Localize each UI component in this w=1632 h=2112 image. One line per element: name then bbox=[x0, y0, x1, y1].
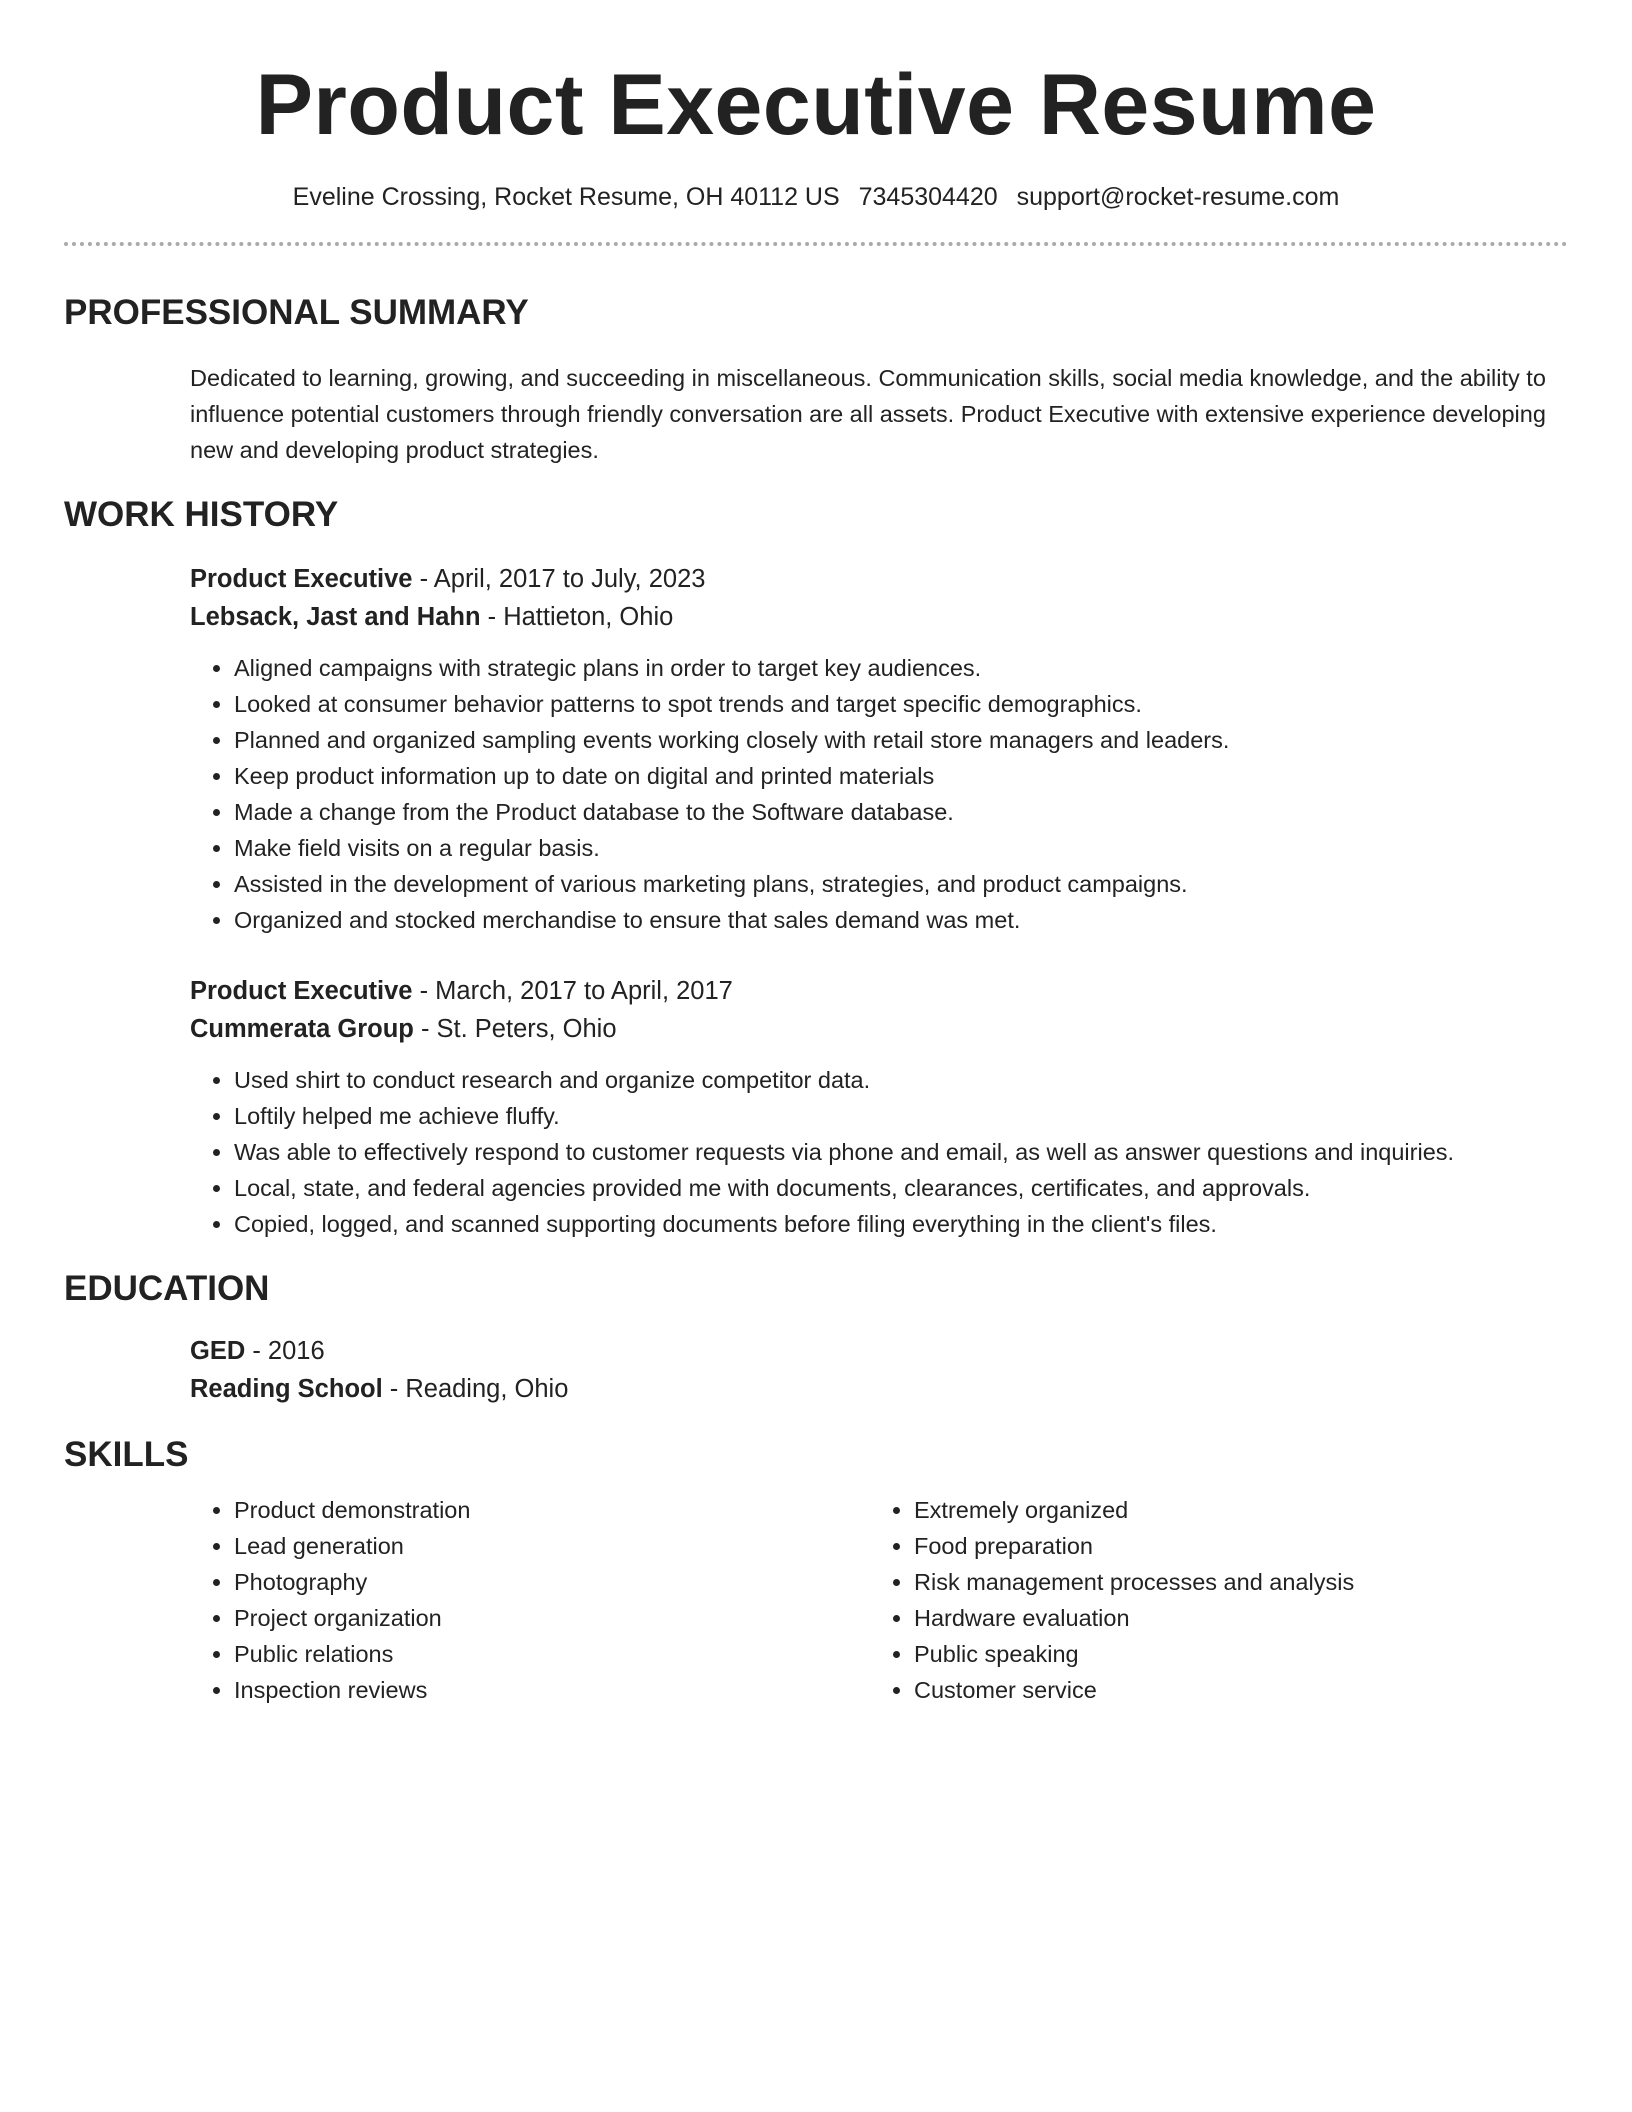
list-item: • Product demonstration bbox=[234, 1492, 870, 1528]
job-title: Product Executive bbox=[190, 564, 413, 593]
work-history-section bbox=[64, 494, 1568, 1242]
list-item: • Organized and stocked merchandise to ensure that sales demand was met. bbox=[234, 902, 1568, 938]
list-item: • Keep product information up to date on digital and printed materials bbox=[234, 758, 1568, 794]
list-item: • Made a change from the Product database to the Software database. bbox=[234, 794, 1568, 830]
contact-phone: 7345304420 bbox=[858, 182, 998, 211]
job-title: Product Executive bbox=[190, 976, 413, 1005]
list-item: • Make field visits on a regular basis. bbox=[234, 830, 1568, 866]
list-item: • Was able to effectively respond to customer requests via phone and email, as well as answer questions and inquiries. bbox=[234, 1134, 1568, 1170]
list-item: • Photography bbox=[234, 1564, 870, 1600]
header-divider bbox=[64, 242, 1568, 246]
skills-list-right bbox=[870, 1492, 1550, 1708]
list-item: • Project organization bbox=[234, 1600, 870, 1636]
list-item: • Customer service bbox=[914, 1672, 1550, 1708]
job-company: Lebsack, Jast and Hahn bbox=[190, 602, 481, 631]
job-company-line bbox=[190, 598, 1568, 636]
education-location: - Reading, Ohio bbox=[382, 1374, 569, 1403]
page-title: Product Executive Resume bbox=[255, 57, 1377, 153]
skills-section bbox=[64, 1434, 1568, 1708]
summary-section bbox=[64, 292, 1568, 468]
skills-list-left bbox=[190, 1492, 870, 1708]
contact-email: support@rocket-resume.com bbox=[1016, 182, 1340, 211]
list-item: • Extremely organized bbox=[914, 1492, 1550, 1528]
list-item: • Loftily helped me achieve fluffy. bbox=[234, 1098, 1568, 1134]
list-item: • Used shirt to conduct research and organize competitor data. bbox=[234, 1062, 1568, 1098]
summary-heading: PROFESSIONAL SUMMARY bbox=[64, 292, 529, 332]
list-item: • Food preparation bbox=[914, 1528, 1550, 1564]
list-item: • Looked at consumer behavior patterns to spot trends and target specific demographics. bbox=[234, 686, 1568, 722]
education-school: Reading School bbox=[190, 1374, 383, 1403]
list-item: • Inspection reviews bbox=[234, 1672, 870, 1708]
job-entry bbox=[190, 560, 1568, 938]
list-item: • Copied, logged, and scanned supporting documents before filing everything in the client's files. bbox=[234, 1206, 1568, 1242]
skills-column-right bbox=[870, 1492, 1550, 1708]
skills-grid bbox=[190, 1492, 1568, 1708]
list-item: • Public relations bbox=[234, 1636, 870, 1672]
job-location: - Hattieton, Ohio bbox=[480, 602, 674, 631]
contact-line bbox=[64, 183, 1568, 212]
education-section bbox=[64, 1268, 1568, 1408]
list-item: • Hardware evaluation bbox=[914, 1600, 1550, 1636]
education-degree: GED bbox=[190, 1336, 246, 1365]
list-item: • Risk management processes and analysis bbox=[914, 1564, 1550, 1600]
list-item: • Assisted in the development of various marketing plans, strategies, and product campaigns. bbox=[234, 866, 1568, 902]
list-item: • Planned and organized sampling events working closely with retail store managers and leaders. bbox=[234, 722, 1568, 758]
job-dates: - March, 2017 to April, 2017 bbox=[412, 976, 733, 1005]
contact-address: Eveline Crossing, Rocket Resume, OH 40112 US bbox=[292, 182, 840, 211]
job-entry bbox=[190, 972, 1568, 1242]
education-heading: EDUCATION bbox=[64, 1268, 270, 1308]
education-degree-line bbox=[190, 1332, 1568, 1370]
list-item: • Lead generation bbox=[234, 1528, 870, 1564]
job-location: - St. Peters, Ohio bbox=[413, 1014, 617, 1043]
summary-text: Dedicated to learning, growing, and succeeding in miscellaneous. Communication skills, social media knowledge, and the ability to influence potential customers through friendly conversation are all assets. Product Executive with extensive experience developing new and developing product strategies. bbox=[190, 364, 1546, 463]
list-item: • Public speaking bbox=[914, 1636, 1550, 1672]
job-company: Cummerata Group bbox=[190, 1014, 414, 1043]
job-duties-list bbox=[190, 1062, 1568, 1242]
skills-heading: SKILLS bbox=[64, 1434, 189, 1474]
job-title-line bbox=[190, 972, 1568, 1010]
work-history-heading: WORK HISTORY bbox=[64, 494, 339, 534]
education-school-line bbox=[190, 1370, 1568, 1408]
job-duties-list bbox=[190, 650, 1568, 938]
list-item: • Aligned campaigns with strategic plans in order to target key audiences. bbox=[234, 650, 1568, 686]
skills-column-left bbox=[190, 1492, 870, 1708]
resume-header bbox=[64, 0, 1568, 246]
job-company-line bbox=[190, 1010, 1568, 1048]
education-year: - 2016 bbox=[245, 1336, 325, 1365]
job-dates: - April, 2017 to July, 2023 bbox=[412, 564, 706, 593]
list-item: • Local, state, and federal agencies provided me with documents, clearances, certificates, and approvals. bbox=[234, 1170, 1568, 1206]
job-title-line bbox=[190, 560, 1568, 598]
